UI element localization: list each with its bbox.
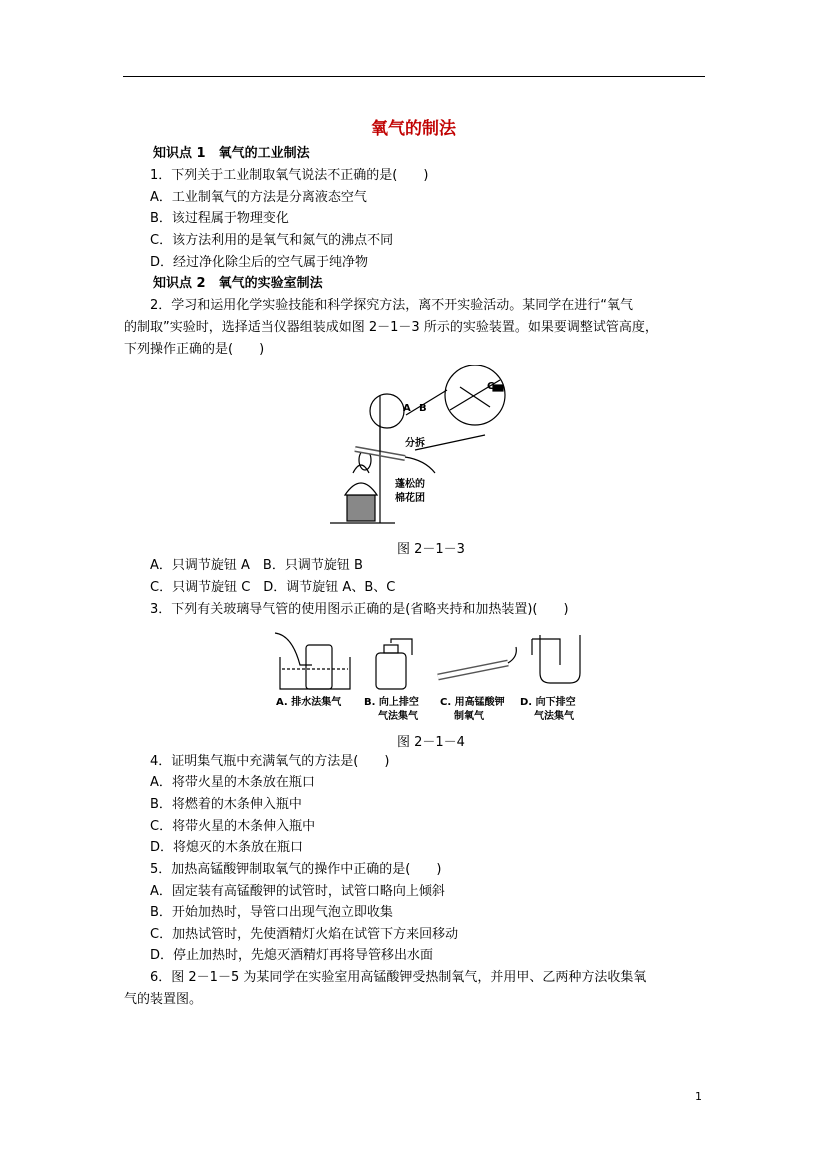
question-2-options-ab: A．只调节旋钮 A B．只调节旋钮 B (150, 558, 363, 573)
question-5-option-a: A．固定装有高锰酸钾的试管时，试管口略向上倾斜 (150, 884, 445, 899)
figure-2-1-4-label-c-1: C. 用高锰酸钾 (440, 697, 505, 708)
question-1-stem: 1．下列关于工业制取氧气说法不正确的是( ) (150, 168, 429, 183)
figure-2-1-3 (325, 365, 525, 530)
question-4-option-b: B．将燃着的木条伸入瓶中 (150, 797, 302, 812)
figure-label-cotton-1: 蓬松的 (395, 479, 425, 490)
figure-2-1-4-label-a: A. 排水法集气 (276, 697, 342, 708)
figure-2-1-4-label-c-2: 制氧气 (454, 711, 484, 722)
figure-2-1-4-label-b-1: B. 向上排空 (364, 697, 419, 708)
figure-2-1-4-label-d-1: D. 向下排空 (520, 697, 576, 708)
header-rule (123, 76, 705, 77)
figure-label-b: B (419, 403, 427, 414)
question-2-line-2: 的制取”实验时，选择适当仪器组装成如图 2－1－3 所示的实验装置。如果要调整试管高度， (124, 320, 658, 335)
page-number: 1 (695, 1090, 702, 1103)
figure-label-cotton-2: 棉花团 (395, 493, 425, 504)
figure-2-1-4-label-b-2: 气法集气 (378, 711, 418, 722)
figure-2-1-4-caption: 图 2－1－4 (397, 735, 465, 750)
question-5-option-d: D．停止加热时，先熄灭酒精灯再将导管移出水面 (150, 948, 434, 963)
section-heading-1: 知识点 1 氧气的工业制法 (153, 146, 310, 161)
question-2-line-1: 2．学习和运用化学实验技能和科学探究方法，离不开实验活动。某同学在进行“氧气 (150, 298, 634, 313)
question-4-option-d: D．将熄灭的木条放在瓶口 (150, 840, 304, 855)
figure-2-1-4 (270, 625, 590, 725)
question-6-line-2: 气的装置图。 (124, 992, 203, 1007)
question-5-option-b: B．开始加热时，导管口出现气泡立即收集 (150, 905, 393, 920)
page-title: 氧气的制法 (371, 119, 456, 139)
question-2-line-3: 下列操作正确的是( ) (124, 342, 265, 357)
question-3-stem: 3．下列有关玻璃导气管的使用图示正确的是(省略夹持和加热装置)( ) (150, 602, 569, 617)
question-6-line-1: 6．图 2－1－5 为某同学在实验室用高锰酸钾受热制氧气，并用甲、乙两种方法收集氧 (150, 970, 647, 985)
question-4-stem: 4．证明集气瓶中充满氧气的方法是( ) (150, 754, 390, 769)
question-5-option-c: C．加热试管时，先使酒精灯火焰在试管下方来回移动 (150, 927, 459, 942)
figure-label-a: A (403, 403, 411, 414)
figure-label-split: 分拆 (405, 438, 425, 449)
question-1-option-b: B．该过程属于物理变化 (150, 211, 289, 226)
question-4-option-c: C．将带火星的木条伸入瓶中 (150, 819, 316, 834)
question-2-options-cd: C．只调节旋钮 C D．调节旋钮 A、B、C (150, 580, 396, 595)
figure-2-1-4-label-d-2: 气法集气 (534, 711, 574, 722)
question-1-option-c: C．该方法利用的是氧气和氮气的沸点不同 (150, 233, 394, 248)
question-4-option-a: A．将带火星的木条放在瓶口 (150, 775, 315, 790)
section-heading-2: 知识点 2 氧气的实验室制法 (153, 276, 323, 291)
figure-2-1-3-caption: 图 2－1－3 (397, 542, 465, 557)
question-1-option-d: D．经过净化除尘后的空气属于纯净物 (150, 255, 369, 270)
question-5-stem: 5．加热高锰酸钾制取氧气的操作中正确的是( ) (150, 862, 442, 877)
question-1-option-a: A．工业制氧气的方法是分离液态空气 (150, 190, 367, 205)
figure-label-c: C (487, 381, 495, 392)
